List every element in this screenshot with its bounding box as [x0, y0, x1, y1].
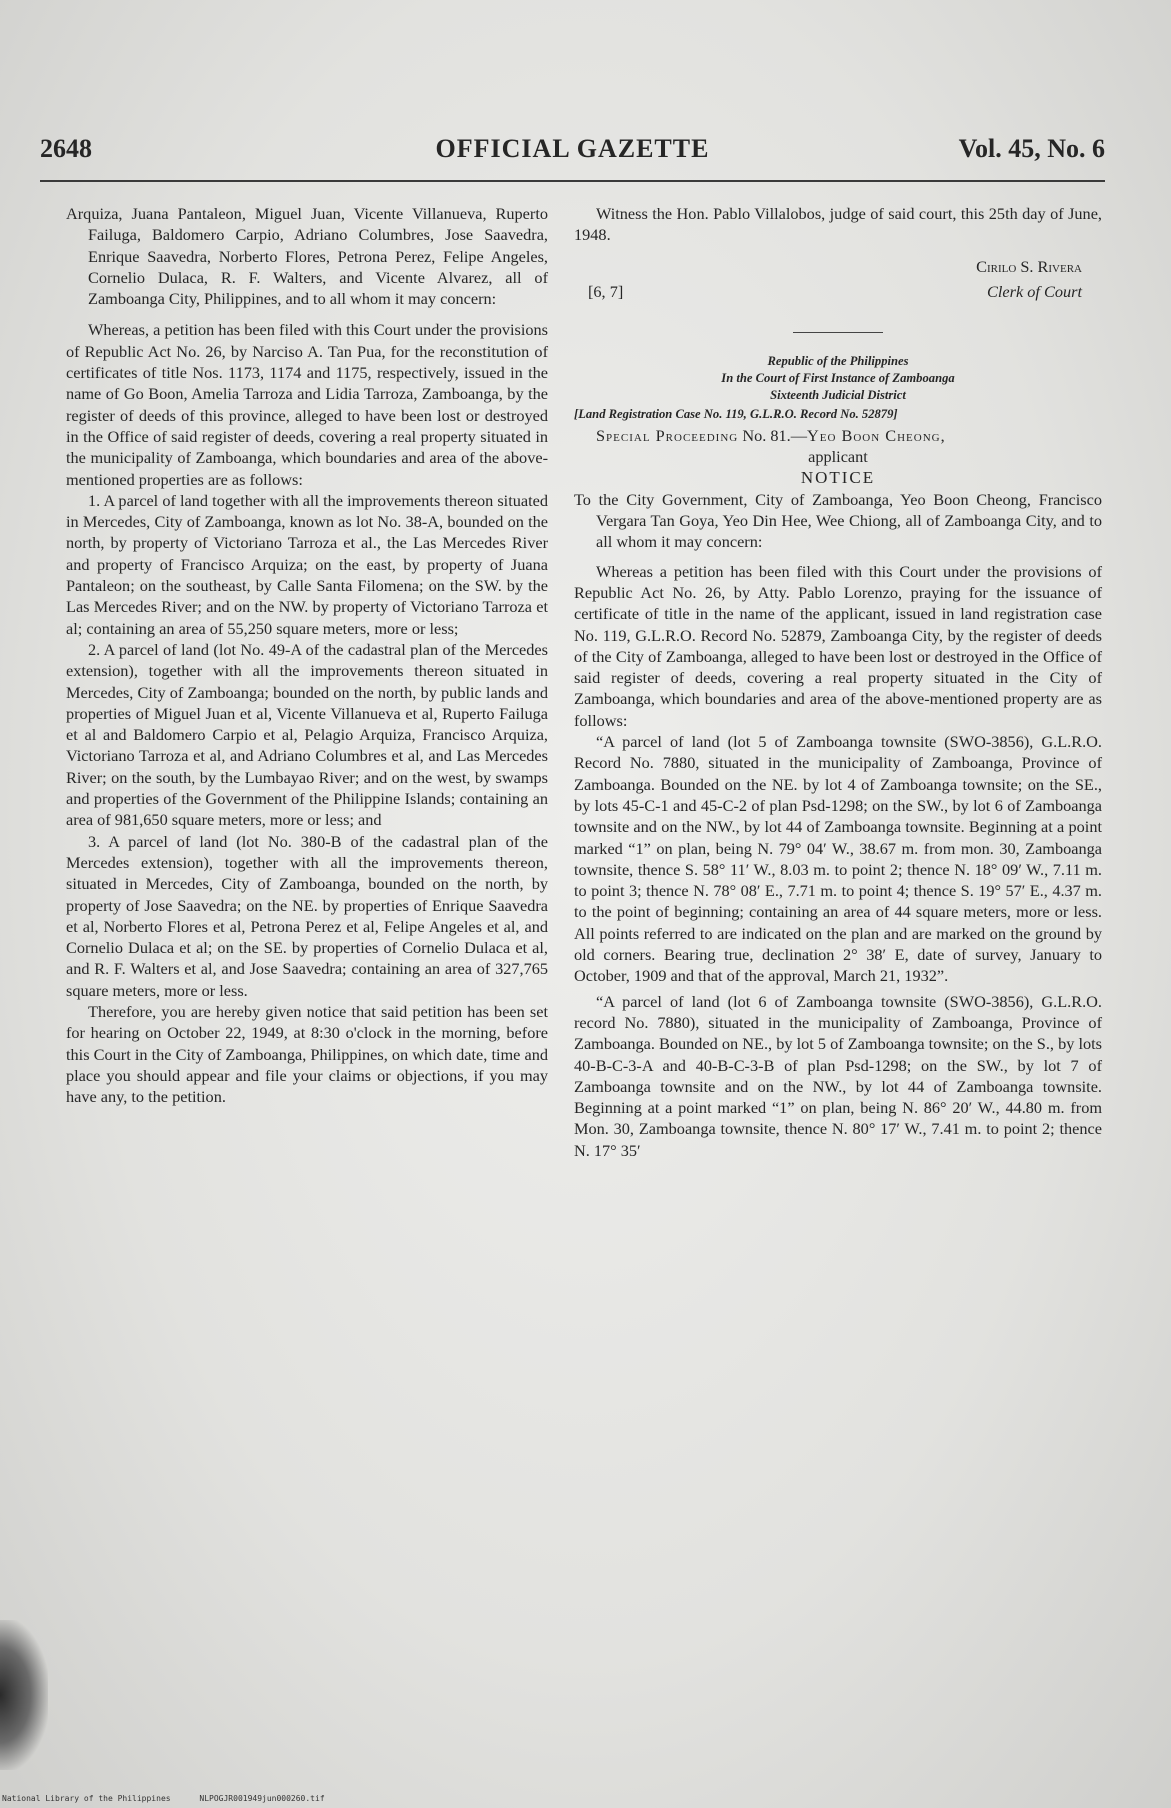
parcel-a-paragraph: “A parcel of land (lot 5 of Zamboanga townsite (SWO-3856), G.L.R.O. Record No. 7880, situated in the municipality of Zamboanga, Province of Zamboanga. Bounded on the NE. by lot 4 of Zamboanga townsite; on the SE., by lots 45-C-1 and 45-C-2 of plan Psd-1298; on the SW., by lot 6 of Zamboanga townsite and on the NW., by lot 44 of Zamboanga townsite. Beginning at a point marked “1” on plan, being N. 79° 04′ W., 38.67 m. from mon. 30, Zamboanga townsite, thence S. 58° 11′ W., 8.03 m. to point 2; thence N. 18° 09′ W., 7.11 m. to point 3; thence N. 78° 08′ E., 7.71 m. to point 4; thence S. 19° 57′ E., 4.37 m. to the point of beginning; containing an area of 44 square meters, more or less. All points referred to are indicated on the plan and are marked on the ground by old corners. Bearing true, declination 2° 38′ E, date of survey, January to October, 1909 and that of the approval, March 21, 1932”.: [574, 732, 1102, 986]
caption-district: Sixteenth Judicial District: [770, 387, 906, 402]
right-addressees: To the City Government, City of Zamboanga, Yeo Boon Cheong, Francisco Vergara Tan Goya, Yeo Din Hee, Wee Chiong, all of Zamboanga City, and to all whom it may concern:: [574, 489, 1102, 552]
caption-republic: Republic of the Philippines: [767, 353, 909, 368]
page-header: [40, 134, 1105, 170]
section-divider: [793, 332, 883, 333]
proceeding-label: Special Proceeding: [596, 425, 739, 445]
right-column: [574, 203, 1102, 1161]
publication-title: OFFICIAL GAZETTE: [435, 134, 710, 163]
scan-footer: [2, 1794, 349, 1803]
therefore-paragraph: Therefore, you are hereby given notice that said petition has been set for hearing on October 22, 1949, at 8:30 o'clock in the morning, before this Court in the City of Zamboanga, Philippines, on which date, time and place you should appear and file your claims or objections, if you may have any, to the petition.: [66, 1001, 548, 1107]
signer-title: Clerk of Court: [987, 281, 1082, 301]
signature-block: [574, 256, 1102, 306]
footer-library: National Library of the Philippines: [2, 1794, 171, 1803]
left-addressees: Arquiza, Juana Pantaleon, Miguel Juan, Vicente Villanueva, Ruperto Failuga, Baldomero Carpio, Adriano Columbres, Jose Saavedra, Enrique Saavedra, Norberto Flores, Petrona Perez, Felipe Angeles, Cornelio Dulaca, R. F. Walters, and Vicente Alvarez, all of Zamboanga City, Philippines, and to all whom it may concern:: [66, 204, 548, 309]
case-number: [Land Registration Case No. 119, G.L.R.O. Record No. 52879]: [574, 406, 898, 421]
issue-reference: [6, 7]: [588, 281, 624, 301]
proceeding-party: Yeo Boon Cheong,: [806, 425, 946, 445]
proceeding-role: applicant: [808, 447, 868, 467]
proceeding-number: No. 81.—: [742, 425, 807, 445]
caption-court: In the Court of First Instance of Zamboanga: [721, 370, 955, 385]
parcel-2-paragraph: 2. A parcel of land (lot No. 49-A of the cadastral plan of the Mercedes extension), together with all the improvements thereon situated in Mercedes, City of Zamboanga; bounded on the north, by public lands and properties of Miguel Juan et al, Vicente Villanueva et al, Ruperto Failuga et al and Baldomero Carpio et al, Pelagio Arquiza, Francisco Arquiza, Victoriano Tarroza et al, and Adriano Columbres et al, and Las Mercedes River; on the south, by the Lumbayao River; and on the west, by swamps and properties of the Government of the Philippine Islands; containing an area of 981,650 square meters, more or less; and: [66, 639, 548, 830]
left-whereas-paragraph: Whereas, a petition has been filed with this Court under the provisions of Republic Act No. 26, by Narciso A. Tan Pua, for the reconstitution of certificates of title Nos. 1173, 1174 and 1175, respectively, issued in the name of Go Boon, Amelia Tarroza and Lidia Tarroza, Zamboanga, by the register of deeds of this province, alleged to have been lost or destroyed in the Office of said register of deeds, covering a real property situated in the municipality of Zamboanga, which boundaries and area of the above-mentioned properties are as follows:: [66, 320, 548, 489]
witness-paragraph: Witness the Hon. Pablo Villalobos, judge of said court, this 25th day of June, 1948.: [574, 204, 1102, 245]
page-number: 2648: [40, 134, 92, 163]
header-rule: [40, 180, 1105, 182]
notice-title: NOTICE: [800, 468, 876, 488]
parcel-3-paragraph: 3. A parcel of land (lot No. 380-B of the cadastral plan of the Mercedes extension), together with all the improvements thereon, situated in Mercedes, City of Zamboanga, bounded on the north, by property of Jose Saavedra; on the NE. by properties of Enrique Saavedra et al, Norberto Flores et al, Petrona Perez et al, Felipe Angeles et al, and Cornelio Dulaca et al; on the SE. by properties of Cornelio Dulaca et al, and R. F. Walters et al, and Jose Saavedra; containing an area of 327,765 square meters, more or less.: [66, 831, 548, 1000]
parcel-b-paragraph: “A parcel of land (lot 6 of Zamboanga townsite (SWO-3856), G.L.R.O. record No. 7880), situated in the municipality of Zamboanga, Province of Zamboanga. Bounded on NE., by lot 5 of Zamboanga townsite; on the S., by lots 40-B-C-3-A and 40-B-C-3-B of plan Psd-1298; on the SW., by lot 7 of Zamboanga townsite and on the NW., by lot 44 of Zamboanga townsite. Beginning at a point marked “1” on plan, being N. 86° 20′ W., 44.80 m. from Mon. 30, Zamboanga townsite, thence N. 80° 17′ W., 7.41 m. to point 2; thence N. 17° 35′: [574, 991, 1102, 1160]
volume-number: Vol. 45, No. 6: [958, 134, 1105, 163]
special-proceeding-line: [574, 425, 1102, 446]
left-column: [66, 203, 548, 1107]
footer-file: NLPOGJR001949jun000260.tif: [199, 1794, 325, 1803]
right-whereas-paragraph: Whereas a petition has been filed with this Court under the provisions of Republic Act No. 26, by Atty. Pablo Lorenzo, praying for the issuance of certificate of title in the name of the applicant, issued in land registration case No. 119, G.L.R.O. Record No. 52879, Zamboanga City, by the register of deeds of the City of Zamboanga, alleged to have been lost or destroyed in the Office of said register of deeds, covering a real property situated in the City of Zamboanga, which boundaries and area of the above-mentioned property are as follows:: [574, 561, 1102, 730]
parcel-1-paragraph: 1. A parcel of land together with all the improvements thereon situated in Mercedes, City of Zamboanga, known as lot No. 38-A, bounded on the north, by property of Victoriano Tarroza et al., the Las Mercedes River and property of Francisco Arquiza; on the east, by property of Juana Pantaleon; on the southeast, by Calle Santa Filomena; on the SW. by the Las Mercedes River; and on the NW. by property of Victoriano Tarroza et al; containing an area of 55,250 square meters, more or less;: [66, 490, 548, 638]
signer-name: Cirilo S. Rivera: [976, 256, 1082, 276]
scan-smudge: [0, 1620, 48, 1770]
